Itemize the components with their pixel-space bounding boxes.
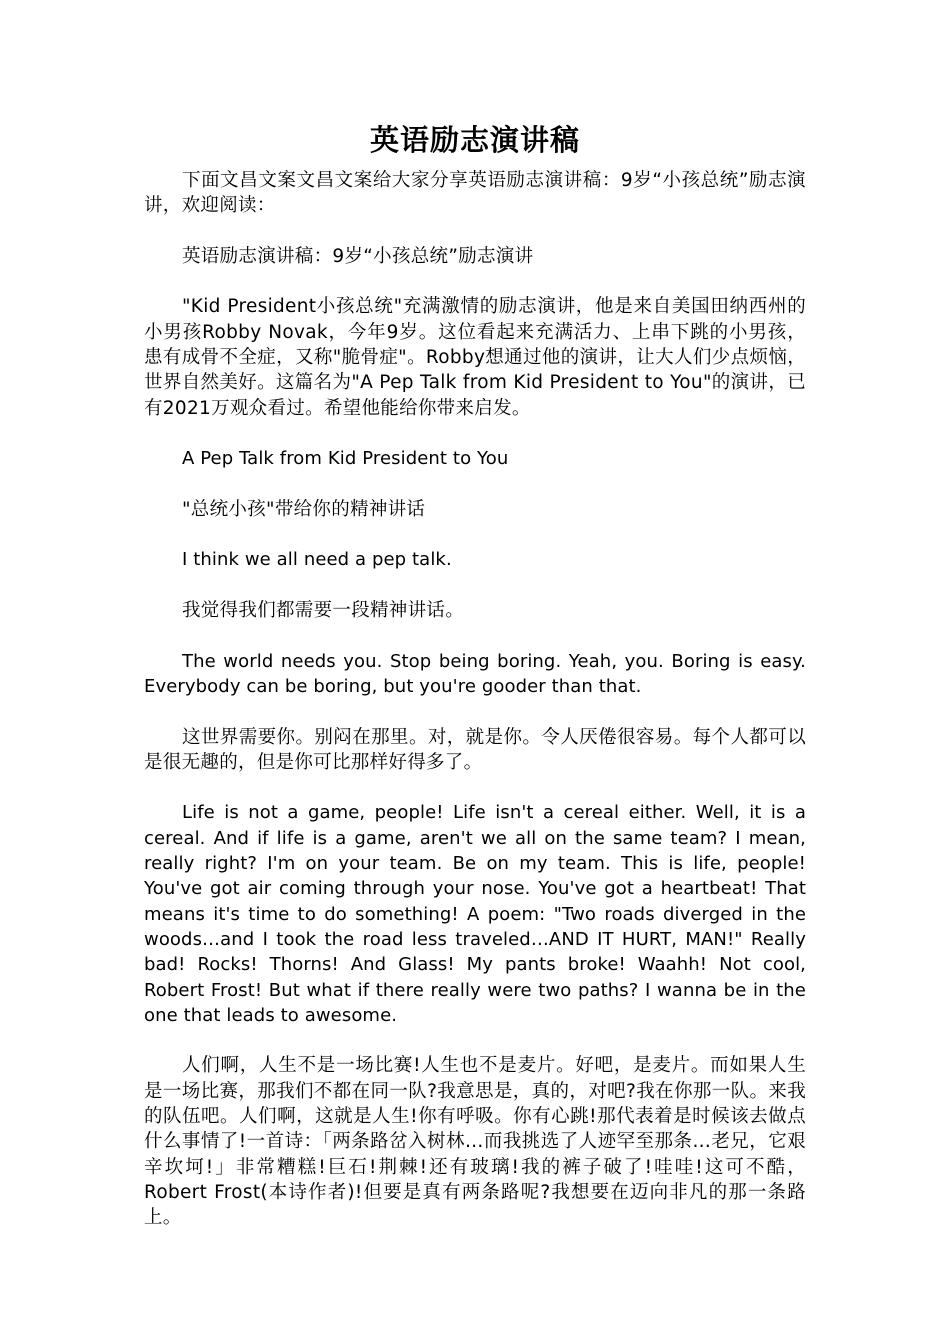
paragraph-spacer [144, 775, 806, 800]
speech-line-en: I think we all need a pep talk. [182, 549, 452, 571]
speech-title-zh: "总统小孩"带给你的精神讲话 [182, 498, 426, 520]
paragraph-spacer [144, 421, 806, 446]
paragraph-spacer [144, 699, 806, 724]
paragraph-spacer [144, 573, 806, 598]
speech-line-en: Life is not a game, people! Life isn't a cereal either. Well, it is a cereal. And if life is a game, aren't we all on the same team? I mean, really right? I'm on your team. Be on my team. This is life, people! You've got air coming through your nose. You've got a heartbeat! That means it's time to do something! A poem: "Two roads diverged in the woods…and I took the road less traveled…AND IT HURT, MAN!" Really bad! Rocks! Thorns! And Glass! My pants broke! Waahh! Not cool, Robert Frost! But what if there really were two paths? I wanna be in the one that leads to awesome. [144, 802, 806, 1026]
background-paragraph: "Kid President小孩总统"充满激情的励志演讲，他是来自美国田纳西州的小男孩Robby Novak，今年9岁。这位看起来充满活力、上串下跳的小男孩，患有成骨不全症，又称"脆骨症"。Robby想通过他的演讲，让大人们少点烦恼，世界自然美好。这篇名为"A Pep Talk from Kid President to You"的演讲，已有2021万观众看过。希望他能给你带来启发。 [144, 296, 806, 419]
document-title: 英语励志演讲稿 [369, 123, 580, 157]
intro-paragraph: 下面文昌文案文昌文案给大家分享英语励志演讲稿：9岁“小孩总统”励志演讲，欢迎阅读： [144, 170, 806, 217]
speech-line-zh: 人们啊，人生不是一场比赛!人生也不是麦片。好吧，是麦片。而如果人生是一场比赛，那我们不都在同一队?我意思是，真的，对吧?我在你那一队。来我的队伍吧。人们啊，这就是人生!你有呼吸。你有心跳!那代表着是时候该去做点什么事情了!一首诗：「两条路岔入树林…而我挑选了人迹罕至那条…老兄，它艰辛坎坷!」非常糟糕!巨石!荆棘!还有玻璃!我的裤子破了!哇哇!这可不酷，Robert Frost(本诗作者)!但要是真有两条路呢?我想要在迈向非凡的那一条路上。 [144, 1055, 806, 1229]
paragraph-spacer [144, 1028, 806, 1053]
paragraph-spacer [144, 219, 806, 244]
speech-line-zh: 这世界需要你。别闷在那里。对，就是你。令人厌倦很容易。每个人都可以是很无趣的，但是你可比那样好得多了。 [144, 726, 806, 773]
subtitle-paragraph: 英语励志演讲稿：9岁“小孩总统”励志演讲 [182, 245, 534, 267]
document-page [144, 118, 806, 1230]
paragraph-spacer [144, 269, 806, 294]
speech-title-en: A Pep Talk from Kid President to You [182, 448, 509, 470]
paragraph-spacer [144, 522, 806, 547]
speech-line-en: The world needs you. Stop being boring. Yeah, you. Boring is easy. Everybody can be boring, but you're gooder than that. [144, 650, 806, 697]
speech-line-zh: 我觉得我们都需要一段精神讲话。 [182, 600, 465, 622]
paragraph-spacer [144, 472, 806, 497]
paragraph-spacer [144, 623, 806, 648]
